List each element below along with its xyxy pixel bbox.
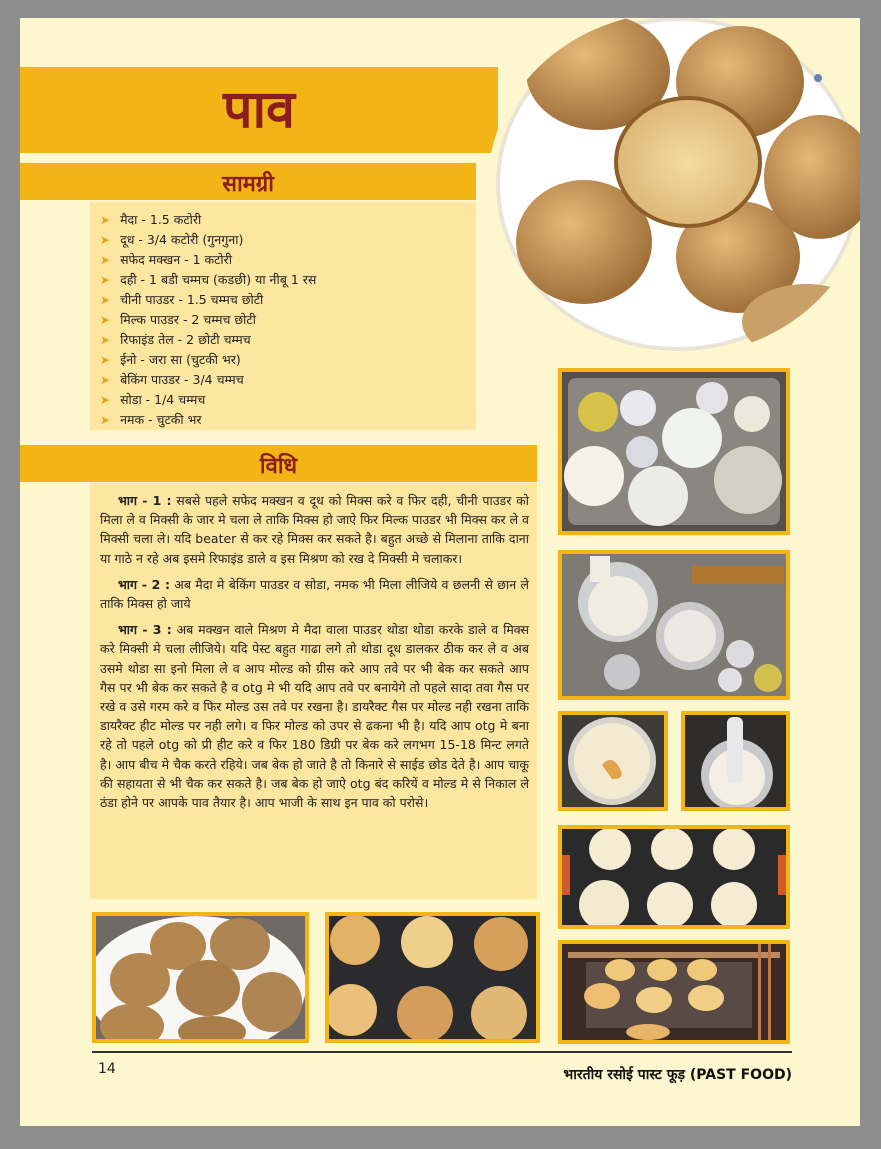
ingredient-item (100, 390, 476, 410)
baked-pav-in-mould-photo (325, 912, 540, 1043)
ingredient-item (100, 330, 476, 350)
method-part-text: सबसे पहले सफेद मक्खन व दूध को मिक्स करे व फिर दही, चीनी पाउडर को मिला ले व मिक्सी के जार मे चला ले ताकि मिक्स हो जाऐ फिर मिल्क पाउडर भी मिक्स कर ले व मिक्सी चला ले। यदि beater से कर रहे मिक्स कर सकते है। बहुत अच्छे से मिलाना ताकि दाना या गाठे न रहे अब इसमे रिफाइंड डाले व इस मिश्रण को रख दे मिक्सी मे चलाकर। (100, 493, 529, 566)
arrow-bullet-icon: ➤ (100, 213, 111, 227)
method-part-label: भाग - 1 : (118, 493, 172, 508)
ingredient-item (100, 230, 476, 250)
ingredient-item (100, 310, 476, 330)
method-part-1 (100, 491, 529, 568)
ingredients-list (90, 202, 476, 430)
ingredients-heading: सामग्री (222, 171, 274, 197)
arrow-bullet-icon: ➤ (100, 333, 111, 347)
beating-batter-photo (681, 711, 790, 811)
arrow-bullet-icon: ➤ (100, 253, 111, 267)
arrow-bullet-icon: ➤ (100, 233, 111, 247)
method-part-label: भाग - 3 : (118, 622, 172, 638)
arrow-bullet-icon: ➤ (100, 353, 111, 367)
ingredient-text: सफेद मक्खन - 1 कटोरी (120, 252, 233, 267)
arrow-bullet-icon: ➤ (100, 293, 111, 307)
method-box (90, 483, 537, 899)
batter-in-mould-photo (558, 825, 790, 929)
arrow-bullet-icon: ➤ (100, 393, 111, 407)
ingredient-item (100, 410, 476, 430)
ingredient-text: सोडा - 1/4 चम्मच (120, 392, 206, 407)
ingredients-box (90, 202, 476, 430)
method-part-text: अब मैदा मे बेकिंग पाउडर व सोडा, नमक भी मिला लीजिये व छलनी से छान ले ताकि मिक्स हो जाये (100, 576, 529, 612)
ingredient-text: दही - 1 बडी चम्मच (कडछी) या नीबू 1 रस (120, 272, 317, 287)
ingredient-item (100, 210, 476, 230)
finished-pav-plate-photo (92, 912, 309, 1043)
arrow-bullet-icon: ➤ (100, 373, 111, 387)
arrow-bullet-icon: ➤ (100, 273, 111, 287)
hero-pav-photo (488, 18, 860, 356)
ingredient-text: नमक - चुटकी भर (120, 412, 202, 427)
ingredient-item (100, 250, 476, 270)
footer-divider (92, 1051, 792, 1053)
ingredient-text: मिल्क पाउडर - 2 चम्मच छोटी (120, 312, 256, 327)
method-part-2 (100, 575, 529, 613)
method-heading: विधि (259, 453, 298, 479)
otg-baking-photo (558, 940, 790, 1044)
ingredient-text: रिफाइंड तेल - 2 छोटी चम्मच (120, 332, 251, 347)
recipe-title: पाव (20, 67, 498, 153)
page-number: 14 (98, 1061, 116, 1077)
method-part-label: भाग - 2 : (118, 576, 170, 592)
recipe-page (20, 18, 860, 1126)
ingredient-text: दूध - 3/4 कटोरी (गुनगुना) (120, 232, 244, 247)
batter-bowl-photo (558, 711, 668, 811)
arrow-bullet-icon: ➤ (100, 413, 111, 427)
ingredient-item (100, 290, 476, 310)
mixing-photo (558, 550, 790, 700)
ingredient-item (100, 350, 476, 370)
ingredients-tray-photo (558, 368, 790, 535)
method-part-text: अब मक्खन वाले मिश्रण मे मैदा वाला पाउडर थोडा थोडा करके डाले व मिक्स करे मिक्सी मे चला लीजिये। यदि पेस्ट बहुत गाढा लगे तो थोडा दूध डालकर ठीक कर ले व अब उसमे थोडा सा इनो मिला ले व आप मोल्ड को ग्रीस करे आप तवे पर भी बेक कर सकते आप गैस पर भी बेक कर सकते है व otg मे भी यदि आप तवे पर बनायेगे तो पहले सादा तवा गैस पर रखे व उसे गरम करे व फिर मोल्ड उस तवे पर रखना है। डायरैक्ट गैस पर मोल्ड नही रखना ताकि डायरैक्ट हीट मोल्ड पर नही लगे। व फिर मोल्ड को उपर से ढकना भी है। यदि आप otg मे बना रहे तो पहले otg को प्री हीट करे व फिर 180 डिग्री पर बेक करे लगभग 15-18 मिन्ट लगते है। आप बीच मे चैक करते रहिये। जब बेक हो जाते है तो किनारे से साईड छोड देते है। आप चाकू की सहायता से भी चैक कर सकते है। जब बेक हो जाऐ otg बंद करियें व मोल्ड मे से निकाल ले ठंडा होने पर आपके पाव तैयार है। आप भाजी के साथ इन पाव को परोसे। (100, 622, 529, 811)
book-title: भारतीय रसोई पास्ट फूड़ (PAST FOOD) (563, 1067, 792, 1083)
ingredient-item (100, 370, 476, 390)
ingredient-text: मैदा - 1.5 कटोरी (120, 212, 202, 227)
ingredient-text: ईनो - जरा सा (चुटकी भर) (120, 352, 241, 367)
method-part-3 (100, 620, 529, 812)
arrow-bullet-icon: ➤ (100, 313, 111, 327)
ingredient-item (100, 270, 476, 290)
ingredient-text: बेकिंग पाउडर - 3/4 चम्मच (120, 372, 244, 387)
ingredient-text: चीनी पाउडर - 1.5 चम्मच छोटी (120, 292, 264, 307)
